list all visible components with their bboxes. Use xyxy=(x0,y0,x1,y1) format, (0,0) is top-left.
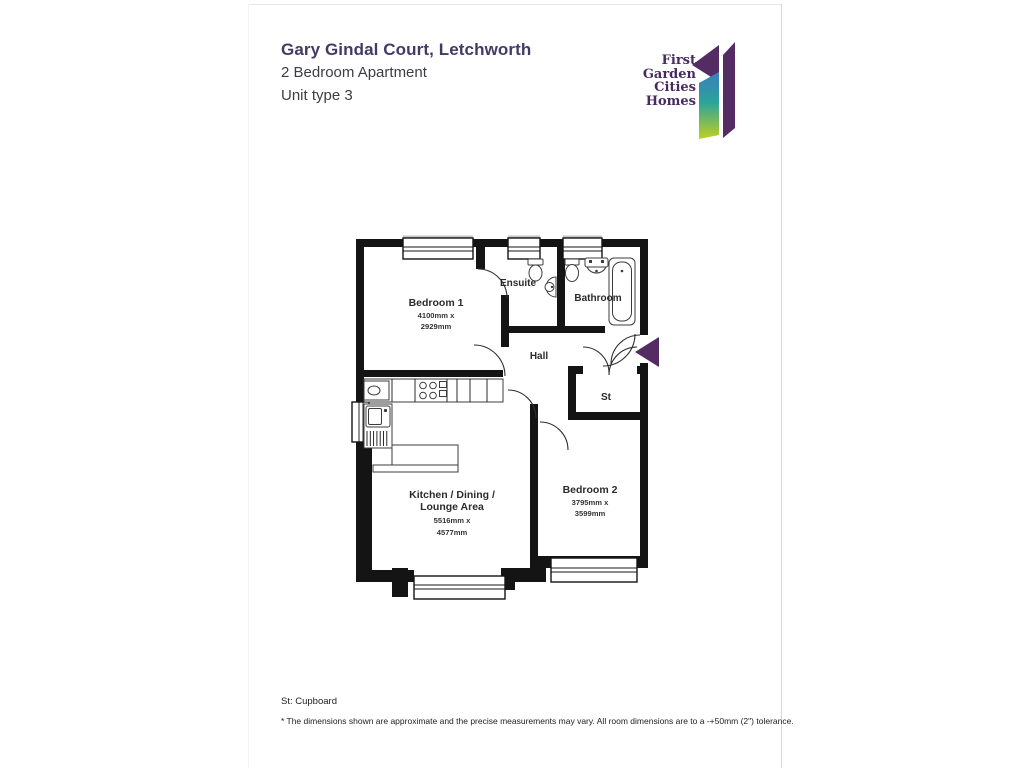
window-ensuite xyxy=(508,238,540,259)
kitchen-fixtures xyxy=(364,379,503,472)
room-label-kitchen-line1: Kitchen / Dining / xyxy=(409,489,495,501)
page-edge-right xyxy=(781,4,782,768)
logo-line-4: Homes xyxy=(645,93,696,109)
window-bedroom1 xyxy=(403,238,473,259)
window-bedroom2 xyxy=(551,558,637,582)
room-label-hall: Hall xyxy=(529,351,549,362)
logo-wordmark xyxy=(590,54,696,108)
page-edge-top xyxy=(248,4,782,5)
room-label-bedroom2: Bedroom 2 xyxy=(562,484,618,496)
room-label-bathroom: Bathroom xyxy=(574,293,622,304)
room-label-kitchen-line2: Lounge Area xyxy=(420,501,484,513)
logo-house-icon xyxy=(690,40,740,145)
bedroom2-dim2: 3599mm xyxy=(574,509,606,518)
logo-line-3: Cities xyxy=(654,80,696,95)
dimensions-disclaimer: * The dimensions shown are approximate and the precise measurements may vary. All room dimensions are to a -+50mm (2") tolerance. xyxy=(281,716,794,726)
unit-type-label: Unit type 3 xyxy=(281,87,353,104)
kitchen-dim2: 4577mm xyxy=(436,528,468,537)
bedroom1-dim2: 2929mm xyxy=(420,322,452,331)
door-st-right xyxy=(609,347,637,375)
bedroom2-dim1: 3795mm x xyxy=(571,498,609,507)
legend-st-cupboard: St: Cupboard xyxy=(281,696,337,707)
room-label-ensuite: Ensuite xyxy=(499,278,537,289)
room-label-bedroom1: Bedroom 1 xyxy=(408,297,464,309)
bedroom1-dim1: 4100mm x xyxy=(417,311,455,320)
window-bathroom xyxy=(563,238,602,259)
floorplan-svg xyxy=(348,230,663,605)
room-labels xyxy=(409,278,622,537)
toilet-icon xyxy=(528,259,543,265)
page-edge-left xyxy=(248,4,249,768)
page-subtitle: 2 Bedroom Apartment xyxy=(281,64,427,81)
logo-line-1: First xyxy=(661,53,696,68)
hob-icon xyxy=(420,382,427,389)
logo-line-2: Garden xyxy=(642,66,696,82)
door-st-left xyxy=(583,347,609,373)
entrance-arrow-icon xyxy=(635,337,659,367)
door-bathroom xyxy=(603,334,635,366)
kitchen-dim1: 5516mm x xyxy=(433,516,471,525)
page-title: Gary Gindal Court, Letchworth xyxy=(281,40,532,59)
window-lounge xyxy=(414,576,505,599)
bathroom-fixtures xyxy=(565,258,635,325)
room-label-st: St xyxy=(601,392,611,403)
basin-icon xyxy=(585,258,608,267)
door-bedroom2 xyxy=(540,422,568,450)
